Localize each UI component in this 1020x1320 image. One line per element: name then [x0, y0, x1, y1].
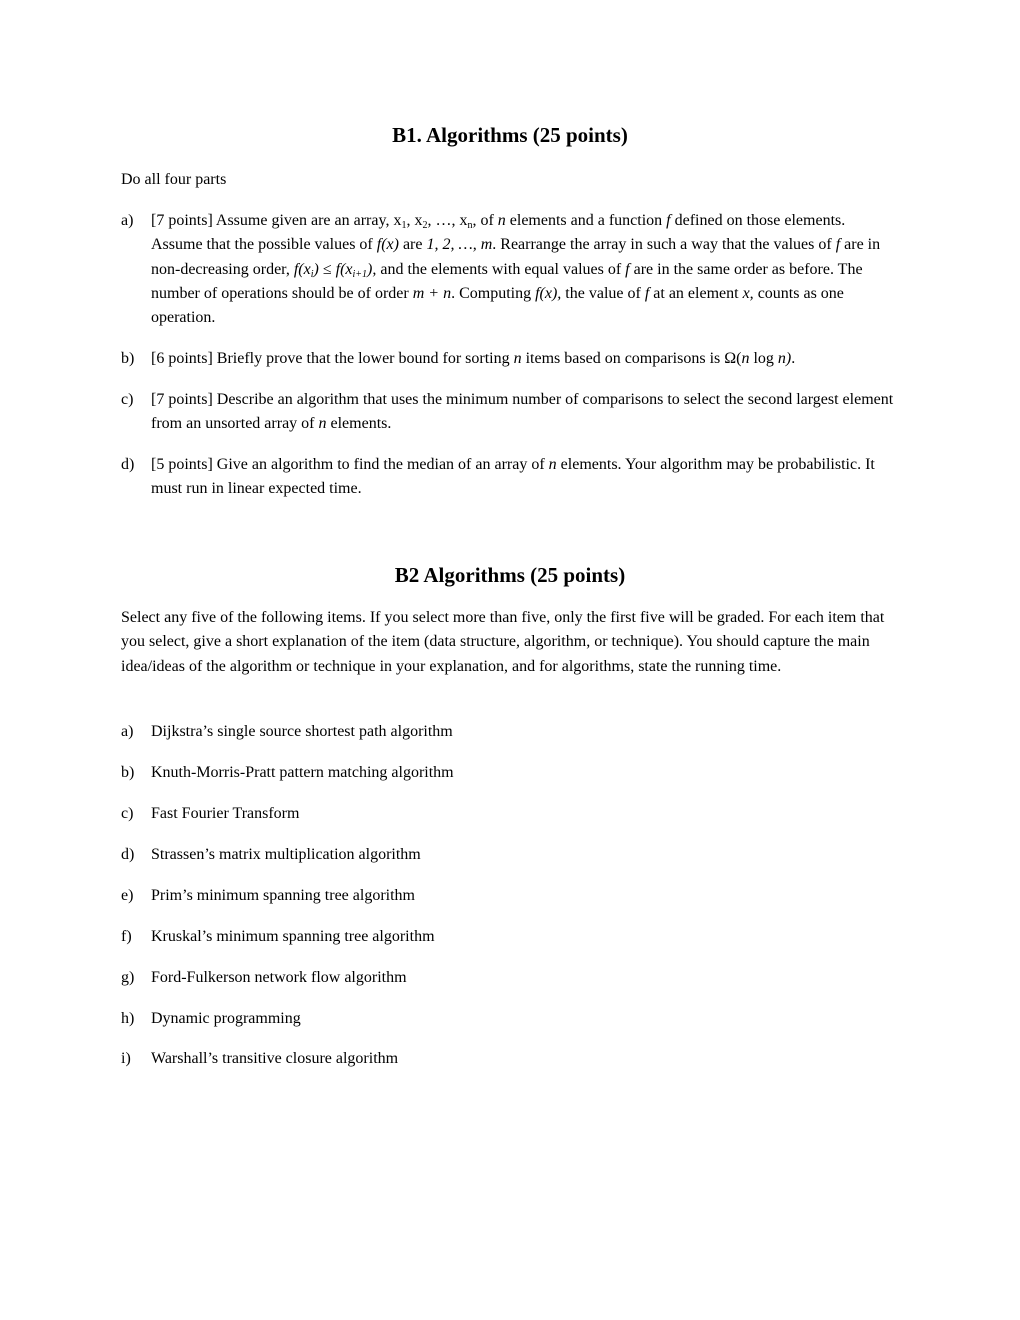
b1-part-a [121, 209, 896, 330]
b2-item-a [121, 720, 896, 744]
b2-item-i [121, 1047, 896, 1071]
item-text: Dynamic programming [151, 1010, 301, 1027]
item-text: Warshall’s transitive closure algorithm [151, 1050, 399, 1067]
b1-part-b [121, 347, 896, 371]
item-marker: i) [121, 1050, 131, 1067]
b1-part-d [121, 453, 896, 502]
item-marker: c) [121, 805, 134, 822]
part-marker: c) [121, 391, 134, 408]
b2-item-b [121, 761, 896, 785]
b2-item-d [121, 843, 896, 867]
b2-item-e [121, 884, 896, 908]
item-marker: h) [121, 1010, 135, 1027]
part-marker: a) [121, 212, 134, 229]
item-text: Knuth-Morris-Pratt pattern matching algorithm [151, 764, 454, 781]
item-text: Prim’s minimum spanning tree algorithm [151, 887, 415, 904]
item-marker: e) [121, 887, 134, 904]
item-text: Dijkstra’s single source shortest path algorithm [151, 723, 453, 740]
b2-item-c [121, 802, 896, 826]
b1-title: B1. Algorithms (25 points) [392, 123, 628, 147]
b1-instruction: Do all four parts [121, 171, 227, 188]
part-marker: d) [121, 456, 135, 473]
item-marker: d) [121, 846, 135, 863]
item-text: Ford-Fulkerson network flow algorithm [151, 969, 407, 986]
item-marker: b) [121, 764, 135, 781]
part-text: [7 points] Describe an algorithm that uses the minimum number of comparisons to select the second largest element from an unsorted array of n elements. [151, 391, 894, 433]
item-text: Kruskal’s minimum spanning tree algorithm [151, 928, 435, 945]
b2-item-h [121, 1007, 896, 1031]
b2-item-f [121, 925, 896, 949]
part-text: [6 points] Briefly prove that the lower bound for sorting n items based on comparisons is Ω(n log n). [151, 350, 796, 367]
part-text: [7 points] Assume given are an array, $x_1$, $x_2$, …, $x_n$, of n elements and a function f defined on those elements. Assume that the possible values of f(x) are 1, 2, …, m. Rearrange the array in such a way that the values of f are in non-decreasing order, $f(x_i) \le f(x_{i+1})$, and the elements with equal values of f are in the same order as before. The number of operations should be of order m + n. Computing f(x), the value of f at an element x, counts as one operation. [151, 212, 881, 327]
part-text: [5 points] Give an algorithm to find the median of an array of n elements. Your algorithm may be probabilistic. It must run in linear expected time. [151, 456, 875, 498]
b2-title: B2 Algorithms (25 points) [394, 563, 626, 587]
item-text: Strassen’s matrix multiplication algorithm [151, 846, 421, 863]
b2-item-g [121, 966, 896, 990]
item-marker: g) [121, 969, 135, 986]
b2-intro: Select any five of the following items. If you select more than five, only the first five will be graded. For each item that you select, give a short explanation of the item (data structure, algorithm, or technique). You should capture the main idea/ideas of the algorithm or technique in your explanation, and for algorithms, state the running time. [121, 609, 885, 675]
item-text: Fast Fourier Transform [151, 805, 300, 822]
b1-part-c [121, 388, 896, 437]
part-marker: b) [121, 350, 135, 367]
item-marker: a) [121, 723, 134, 740]
item-marker: f) [121, 928, 132, 945]
